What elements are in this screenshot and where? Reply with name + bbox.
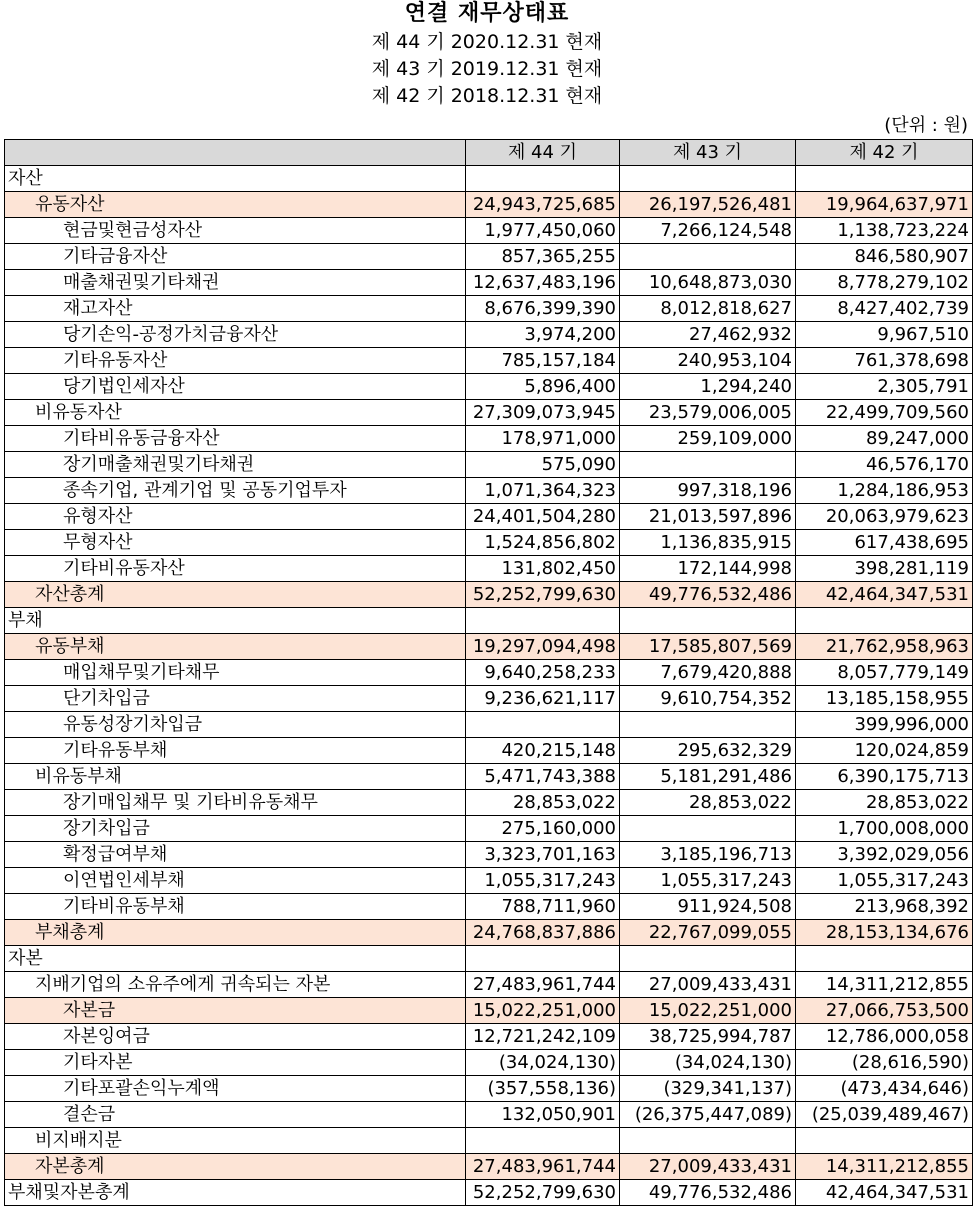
account-label: 확정급여부채 bbox=[5, 842, 466, 868]
value-period-42: 13,185,158,955 bbox=[796, 686, 973, 712]
value-period-42: (25,039,489,467) bbox=[796, 1102, 973, 1128]
table-row bbox=[5, 218, 973, 244]
value-period-43: 911,924,508 bbox=[620, 894, 796, 920]
value-period-43: 15,022,251,000 bbox=[620, 998, 796, 1024]
value-period-44: 3,974,200 bbox=[466, 322, 620, 348]
value-period-42: 8,427,402,739 bbox=[796, 296, 973, 322]
value-period-43: 10,648,873,030 bbox=[620, 270, 796, 296]
value-period-44: 785,157,184 bbox=[466, 348, 620, 374]
value-period-42: 8,778,279,102 bbox=[796, 270, 973, 296]
value-period-42: 46,576,170 bbox=[796, 452, 973, 478]
account-label: 비유동자산 bbox=[5, 400, 466, 426]
value-period-43 bbox=[620, 166, 796, 192]
table-row bbox=[5, 660, 973, 686]
table-row bbox=[5, 192, 973, 218]
account-label: 종속기업, 관계기업 및 공동기업투자 bbox=[5, 478, 466, 504]
value-period-44: 131,802,450 bbox=[466, 556, 620, 582]
period-line-43: 제 43 기 2019.12.31 현재 bbox=[371, 58, 603, 80]
value-period-43: (34,024,130) bbox=[620, 1050, 796, 1076]
account-label: 결손금 bbox=[5, 1102, 466, 1128]
table-row bbox=[5, 296, 973, 322]
value-period-44: 420,215,148 bbox=[466, 738, 620, 764]
account-label: 비지배지분 bbox=[5, 1128, 466, 1154]
table-row bbox=[5, 582, 973, 608]
value-period-44: 28,853,022 bbox=[466, 790, 620, 816]
value-period-42: 27,066,753,500 bbox=[796, 998, 973, 1024]
value-period-43: 295,632,329 bbox=[620, 738, 796, 764]
account-label: 부채 bbox=[5, 608, 466, 634]
value-period-42: 89,247,000 bbox=[796, 426, 973, 452]
value-period-42 bbox=[796, 1128, 973, 1154]
account-label: 매출채권및기타채권 bbox=[5, 270, 466, 296]
value-period-43 bbox=[620, 244, 796, 270]
account-label: 당기법인세자산 bbox=[5, 374, 466, 400]
value-period-42: (28,616,590) bbox=[796, 1050, 973, 1076]
value-period-44: 132,050,901 bbox=[466, 1102, 620, 1128]
value-period-44: 1,977,450,060 bbox=[466, 218, 620, 244]
header-row bbox=[5, 140, 973, 166]
value-period-44: 3,323,701,163 bbox=[466, 842, 620, 868]
table-row bbox=[5, 764, 973, 790]
table-row bbox=[5, 790, 973, 816]
account-label: 부채총계 bbox=[5, 920, 466, 946]
table-row bbox=[5, 972, 973, 998]
value-period-43: 1,294,240 bbox=[620, 374, 796, 400]
account-label: 자산 bbox=[5, 166, 466, 192]
value-period-43: 27,462,932 bbox=[620, 322, 796, 348]
account-label: 이연법인세부채 bbox=[5, 868, 466, 894]
account-label: 매입채무및기타채무 bbox=[5, 660, 466, 686]
table-row bbox=[5, 816, 973, 842]
value-period-44: 24,943,725,685 bbox=[466, 192, 620, 218]
account-label: 유형자산 bbox=[5, 504, 466, 530]
account-label: 단기차입금 bbox=[5, 686, 466, 712]
value-period-44: 1,524,856,802 bbox=[466, 530, 620, 556]
value-period-44: (34,024,130) bbox=[466, 1050, 620, 1076]
value-period-42: 3,392,029,056 bbox=[796, 842, 973, 868]
account-label: 유동자산 bbox=[5, 192, 466, 218]
value-period-42: 120,024,859 bbox=[796, 738, 973, 764]
account-label: 장기차입금 bbox=[5, 816, 466, 842]
value-period-44: 5,471,743,388 bbox=[466, 764, 620, 790]
period-line-42: 제 42 기 2018.12.31 현재 bbox=[371, 85, 603, 107]
table-row bbox=[5, 504, 973, 530]
table-row bbox=[5, 842, 973, 868]
value-period-43 bbox=[620, 608, 796, 634]
value-period-42: 398,281,119 bbox=[796, 556, 973, 582]
balance-sheet-table bbox=[4, 139, 973, 1206]
value-period-44 bbox=[466, 608, 620, 634]
table-row bbox=[5, 556, 973, 582]
value-period-44: 788,711,960 bbox=[466, 894, 620, 920]
table-row bbox=[5, 374, 973, 400]
value-period-43: 7,266,124,548 bbox=[620, 218, 796, 244]
table-row bbox=[5, 166, 973, 192]
value-period-44: 19,297,094,498 bbox=[466, 634, 620, 660]
header-period-42: 제 42 기 bbox=[796, 140, 973, 166]
value-period-44: 1,055,317,243 bbox=[466, 868, 620, 894]
header-account bbox=[5, 140, 466, 166]
value-period-43: 8,012,818,627 bbox=[620, 296, 796, 322]
value-period-43: 240,953,104 bbox=[620, 348, 796, 374]
table-row bbox=[5, 1128, 973, 1154]
account-label: 장기매입채무 및 기타비유동채무 bbox=[5, 790, 466, 816]
value-period-42: 19,964,637,971 bbox=[796, 192, 973, 218]
document-title: 연결 재무상태표 bbox=[404, 1, 570, 26]
table-row bbox=[5, 1154, 973, 1180]
value-period-43 bbox=[620, 946, 796, 972]
value-period-44 bbox=[466, 166, 620, 192]
value-period-44: 1,071,364,323 bbox=[466, 478, 620, 504]
table-row bbox=[5, 530, 973, 556]
value-period-42: 1,700,008,000 bbox=[796, 816, 973, 842]
table-row bbox=[5, 452, 973, 478]
title-block bbox=[0, 0, 974, 110]
table-row bbox=[5, 348, 973, 374]
account-label: 기타비유동부채 bbox=[5, 894, 466, 920]
value-period-44: 15,022,251,000 bbox=[466, 998, 620, 1024]
value-period-44: 857,365,255 bbox=[466, 244, 620, 270]
account-label: 현금및현금성자산 bbox=[5, 218, 466, 244]
value-period-42: 42,464,347,531 bbox=[796, 582, 973, 608]
table-row bbox=[5, 322, 973, 348]
value-period-42: 28,153,134,676 bbox=[796, 920, 973, 946]
value-period-42: 617,438,695 bbox=[796, 530, 973, 556]
table-body bbox=[5, 166, 973, 1206]
table-row bbox=[5, 712, 973, 738]
value-period-42: 1,055,317,243 bbox=[796, 868, 973, 894]
account-label: 기타비유동금융자산 bbox=[5, 426, 466, 452]
value-period-43: 172,144,998 bbox=[620, 556, 796, 582]
value-period-42: 12,786,000,058 bbox=[796, 1024, 973, 1050]
value-period-42 bbox=[796, 166, 973, 192]
value-period-42: 761,378,698 bbox=[796, 348, 973, 374]
value-period-42: 8,057,779,149 bbox=[796, 660, 973, 686]
account-label: 자본총계 bbox=[5, 1154, 466, 1180]
table-row bbox=[5, 1076, 973, 1102]
value-period-43: 23,579,006,005 bbox=[620, 400, 796, 426]
table-row bbox=[5, 1050, 973, 1076]
value-period-44 bbox=[466, 712, 620, 738]
value-period-44: 27,309,073,945 bbox=[466, 400, 620, 426]
value-period-42: 2,305,791 bbox=[796, 374, 973, 400]
value-period-44: 24,401,504,280 bbox=[466, 504, 620, 530]
table-row bbox=[5, 1180, 973, 1206]
value-period-42: 14,311,212,855 bbox=[796, 972, 973, 998]
value-period-43: 9,610,754,352 bbox=[620, 686, 796, 712]
value-period-44: 575,090 bbox=[466, 452, 620, 478]
value-period-43: (329,341,137) bbox=[620, 1076, 796, 1102]
value-period-43: 49,776,532,486 bbox=[620, 1180, 796, 1206]
value-period-42: 14,311,212,855 bbox=[796, 1154, 973, 1180]
value-period-44: 178,971,000 bbox=[466, 426, 620, 452]
table-row bbox=[5, 738, 973, 764]
value-period-42: 399,996,000 bbox=[796, 712, 973, 738]
value-period-43: 38,725,994,787 bbox=[620, 1024, 796, 1050]
value-period-42: 1,284,186,953 bbox=[796, 478, 973, 504]
value-period-42: (473,434,646) bbox=[796, 1076, 973, 1102]
value-period-43: 997,318,196 bbox=[620, 478, 796, 504]
value-period-43: 17,585,807,569 bbox=[620, 634, 796, 660]
value-period-43: 49,776,532,486 bbox=[620, 582, 796, 608]
account-label: 비유동부채 bbox=[5, 764, 466, 790]
table-row bbox=[5, 998, 973, 1024]
table-row bbox=[5, 894, 973, 920]
value-period-43: 5,181,291,486 bbox=[620, 764, 796, 790]
table-row bbox=[5, 608, 973, 634]
value-period-43: 21,013,597,896 bbox=[620, 504, 796, 530]
value-period-44: 5,896,400 bbox=[466, 374, 620, 400]
value-period-42 bbox=[796, 608, 973, 634]
value-period-44: 52,252,799,630 bbox=[466, 1180, 620, 1206]
account-label: 자본금 bbox=[5, 998, 466, 1024]
value-period-44: (357,558,136) bbox=[466, 1076, 620, 1102]
value-period-42 bbox=[796, 946, 973, 972]
value-period-44: 275,160,000 bbox=[466, 816, 620, 842]
header-period-44: 제 44 기 bbox=[466, 140, 620, 166]
value-period-43: 1,136,835,915 bbox=[620, 530, 796, 556]
table-row bbox=[5, 686, 973, 712]
table-row bbox=[5, 478, 973, 504]
value-period-43: 27,009,433,431 bbox=[620, 1154, 796, 1180]
value-period-44: 27,483,961,744 bbox=[466, 972, 620, 998]
value-period-42: 6,390,175,713 bbox=[796, 764, 973, 790]
table-row bbox=[5, 1102, 973, 1128]
value-period-42: 846,580,907 bbox=[796, 244, 973, 270]
value-period-44: 9,236,621,117 bbox=[466, 686, 620, 712]
value-period-43 bbox=[620, 712, 796, 738]
period-line-44: 제 44 기 2020.12.31 현재 bbox=[371, 31, 603, 53]
value-period-43: 7,679,420,888 bbox=[620, 660, 796, 686]
account-label: 지배기업의 소유주에게 귀속되는 자본 bbox=[5, 972, 466, 998]
value-period-44 bbox=[466, 1128, 620, 1154]
value-period-43: 26,197,526,481 bbox=[620, 192, 796, 218]
unit-label: (단위 : 원) bbox=[884, 115, 968, 136]
account-label: 기타자본 bbox=[5, 1050, 466, 1076]
table-row bbox=[5, 1024, 973, 1050]
value-period-44: 12,721,242,109 bbox=[466, 1024, 620, 1050]
value-period-44: 52,252,799,630 bbox=[466, 582, 620, 608]
value-period-44: 8,676,399,390 bbox=[466, 296, 620, 322]
value-period-43 bbox=[620, 816, 796, 842]
value-period-42: 42,464,347,531 bbox=[796, 1180, 973, 1206]
account-label: 자산총계 bbox=[5, 582, 466, 608]
value-period-43: 259,109,000 bbox=[620, 426, 796, 452]
header-period-43: 제 43 기 bbox=[620, 140, 796, 166]
account-label: 기타유동부채 bbox=[5, 738, 466, 764]
value-period-42: 22,499,709,560 bbox=[796, 400, 973, 426]
table-row bbox=[5, 400, 973, 426]
table-row bbox=[5, 426, 973, 452]
value-period-44 bbox=[466, 946, 620, 972]
value-period-42: 1,138,723,224 bbox=[796, 218, 973, 244]
value-period-44: 12,637,483,196 bbox=[466, 270, 620, 296]
value-period-44: 27,483,961,744 bbox=[466, 1154, 620, 1180]
account-label: 기타금융자산 bbox=[5, 244, 466, 270]
value-period-43: 22,767,099,055 bbox=[620, 920, 796, 946]
account-label: 자본잉여금 bbox=[5, 1024, 466, 1050]
account-label: 유동성장기차입금 bbox=[5, 712, 466, 738]
account-label: 자본 bbox=[5, 946, 466, 972]
account-label: 부채및자본총계 bbox=[5, 1180, 466, 1206]
account-label: 유동부채 bbox=[5, 634, 466, 660]
table-row bbox=[5, 946, 973, 972]
value-period-43: 3,185,196,713 bbox=[620, 842, 796, 868]
value-period-42: 20,063,979,623 bbox=[796, 504, 973, 530]
account-label: 무형자산 bbox=[5, 530, 466, 556]
value-period-42: 213,968,392 bbox=[796, 894, 973, 920]
value-period-43: 28,853,022 bbox=[620, 790, 796, 816]
value-period-42: 28,853,022 bbox=[796, 790, 973, 816]
account-label: 당기손익-공정가치금융자산 bbox=[5, 322, 466, 348]
value-period-43: 1,055,317,243 bbox=[620, 868, 796, 894]
account-label: 기타비유동자산 bbox=[5, 556, 466, 582]
table-row bbox=[5, 634, 973, 660]
table-row bbox=[5, 920, 973, 946]
value-period-43: (26,375,447,089) bbox=[620, 1102, 796, 1128]
value-period-44: 24,768,837,886 bbox=[466, 920, 620, 946]
account-label: 기타포괄손익누계액 bbox=[5, 1076, 466, 1102]
table-row bbox=[5, 244, 973, 270]
value-period-43 bbox=[620, 452, 796, 478]
value-period-43: 27,009,433,431 bbox=[620, 972, 796, 998]
value-period-44: 9,640,258,233 bbox=[466, 660, 620, 686]
table-row bbox=[5, 868, 973, 894]
value-period-42: 21,762,958,963 bbox=[796, 634, 973, 660]
value-period-42: 9,967,510 bbox=[796, 322, 973, 348]
account-label: 재고자산 bbox=[5, 296, 466, 322]
account-label: 장기매출채권및기타채권 bbox=[5, 452, 466, 478]
value-period-43 bbox=[620, 1128, 796, 1154]
account-label: 기타유동자산 bbox=[5, 348, 466, 374]
table-row bbox=[5, 270, 973, 296]
